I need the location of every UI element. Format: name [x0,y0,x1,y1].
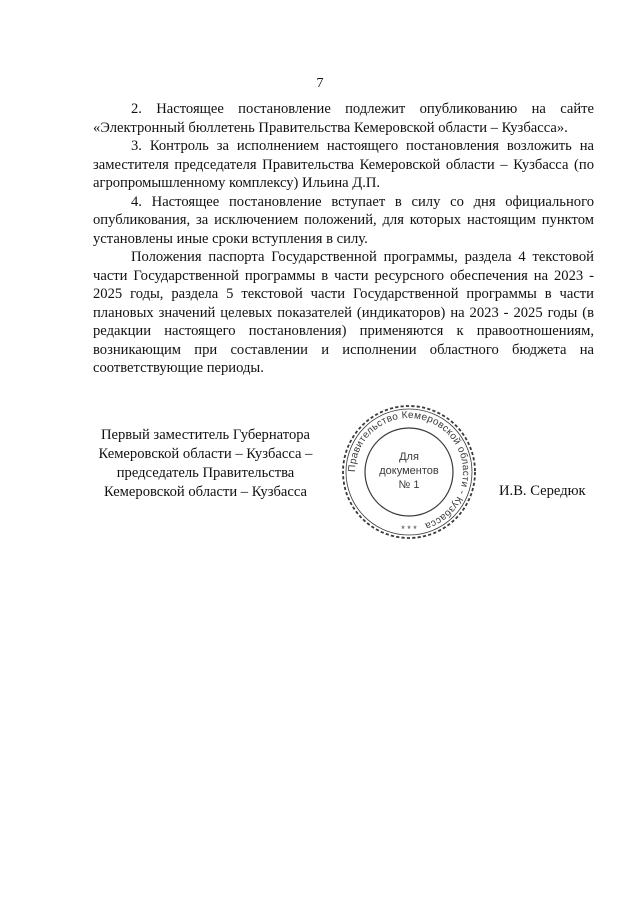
stamp-stars: * * * [401,524,417,534]
body-text [93,100,594,378]
stamp-ring-text: Правительство Кемеровской области - Кузбасса [346,409,472,532]
stamp-center-line: № 1 [398,479,420,491]
paragraph-control: 3. Контроль за исполнением настоящего постановления возложить на заместителя председателя Правительства Кемеровской области – Кузбасса (по агропромышленному комплексу) Ильина Д.П. [93,138,594,191]
stamp-center-line: Для [399,451,419,463]
signatory-title [78,426,333,502]
paragraph-applicability: Положения паспорта Государственной программы, раздела 4 текстовой части Государственной программы в части ресурсного обеспечения на 2023 - 2025 годы, раздела 5 текстовой части Государственной программы в части плановых значений целевых показателей (индикаторов) на 2023 - 2025 годы (в редакции настоящего постановления) применяются к правоотношениям, возникающим при составлении и исполнении областного бюджета на соответствующие периоды. [93,249,594,376]
paragraph-effective-date: 4. Настоящее постановление вступает в силу со дня официального опубликования, за исключением положений, для которых настоящим пунктом установлены иные сроки вступления в силу. [93,193,594,247]
stamp-seal-graphic [341,404,477,540]
signatory-title-line: Первый заместитель Губернатора [100,427,311,443]
signatory-title-line: Кемеровской области – Кузбасса – [98,446,313,462]
signatory-name: И.В. Середюк [499,483,586,499]
page-number: 7 [316,76,324,91]
official-stamp [341,404,477,540]
stamp-center-line: документов [379,465,439,477]
signatory-title-line: председатель Правительства [116,465,295,481]
paragraph-publication: 2. Настоящее постановление подлежит опубликованию на сайте «Электронный бюллетень Правительства Кемеровской области – Кузбасса». [93,101,594,136]
signatory-title-line: Кемеровской области – Кузбасса [104,484,307,500]
